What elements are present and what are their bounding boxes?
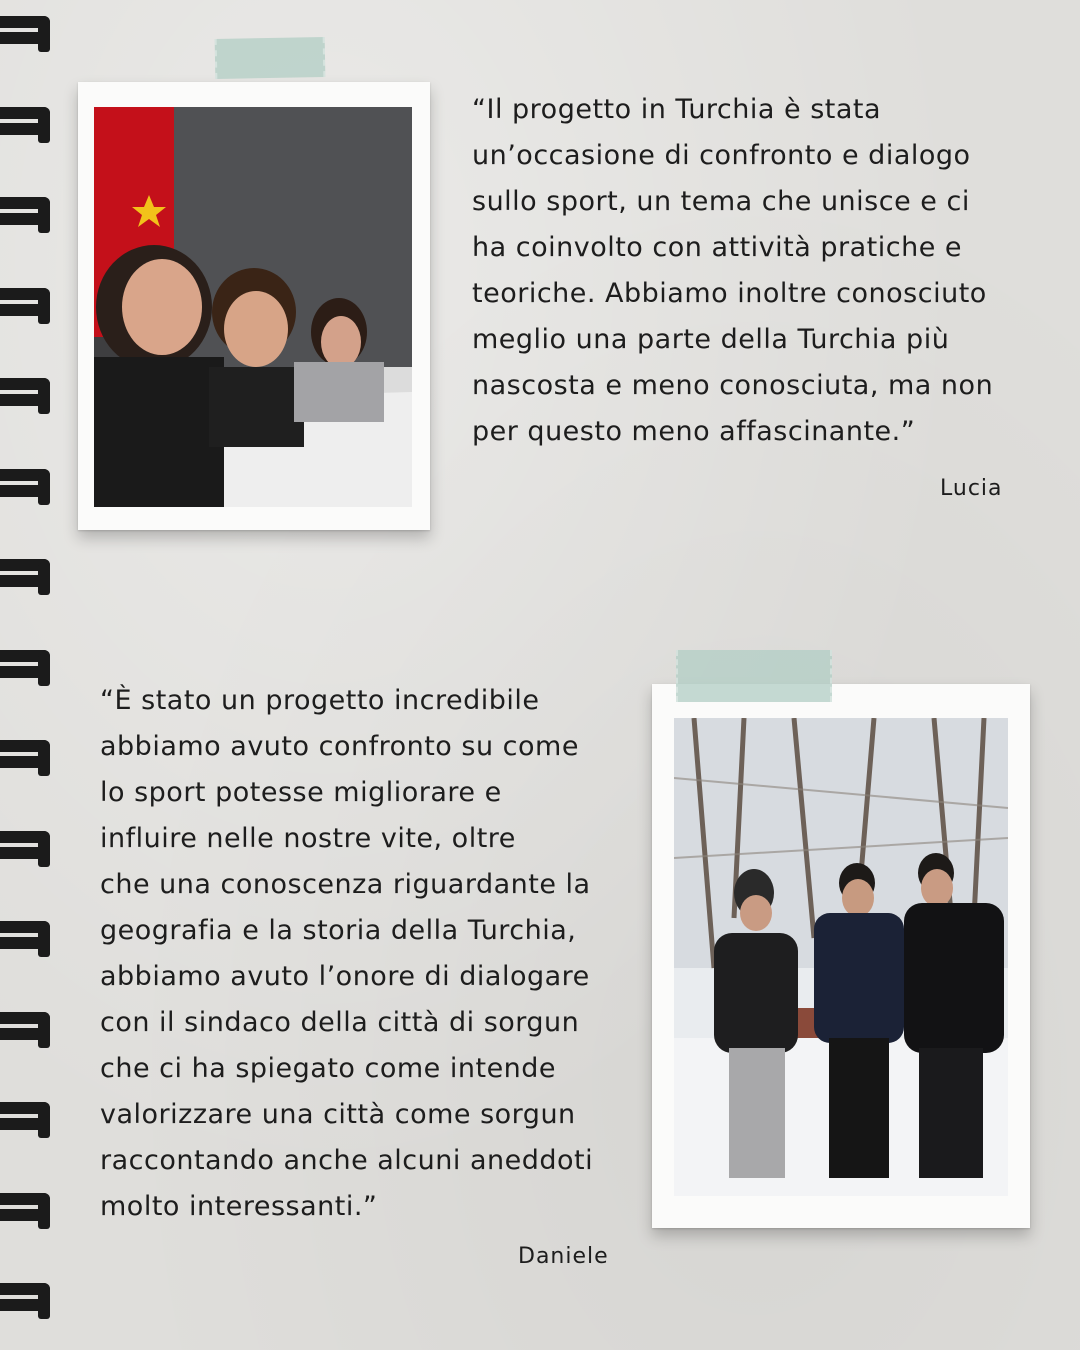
- spiral-ring: [0, 1098, 50, 1138]
- spiral-ring: [0, 103, 50, 143]
- spiral-ring: [0, 1279, 50, 1319]
- spiral-ring: [0, 827, 50, 867]
- quote-line: abbiamo avuto l’onore di dialogare: [100, 961, 590, 992]
- photo-polaroid-2: [652, 684, 1030, 1228]
- photo-group-selfie: [94, 107, 412, 507]
- quote-line: “Il progetto in Turchia è stata: [472, 94, 882, 125]
- spiral-ring: [0, 555, 50, 595]
- tape-strip-2: [676, 650, 832, 702]
- author-daniele: Daniele: [518, 1244, 609, 1269]
- quote-line: sullo sport, un tema che unisce e ci: [472, 186, 970, 217]
- photo-snow-group: [674, 718, 1008, 1196]
- quote-line: per questo meno affascinante.”: [472, 416, 916, 447]
- quote-daniele: [100, 678, 593, 1230]
- quote-line: valorizzare una città come sorgun: [100, 1099, 576, 1130]
- spiral-ring: [0, 374, 50, 414]
- quote-line: teoriche. Abbiamo inoltre conosciuto: [472, 278, 987, 309]
- spiral-ring: [0, 917, 50, 957]
- spiral-ring: [0, 646, 50, 686]
- quote-line: con il sindaco della città di sorgun: [100, 1007, 580, 1038]
- spiral-ring: [0, 1189, 50, 1229]
- spiral-ring: [0, 284, 50, 324]
- quote-line: raccontando anche alcuni aneddoti: [100, 1145, 594, 1176]
- spiral-ring: [0, 1008, 50, 1048]
- quote-lucia: [472, 87, 993, 455]
- tape-strip: [215, 37, 326, 79]
- notebook-spiral-binding: [0, 0, 60, 1350]
- spiral-ring: [0, 736, 50, 776]
- quote-line: un’occasione di confronto e dialogo: [472, 140, 971, 171]
- snow-image: [674, 718, 1008, 1196]
- quote-line: nascosta e meno conosciuta, ma non: [472, 370, 994, 401]
- author-lucia: Lucia: [940, 476, 1003, 501]
- quote-line: “È stato un progetto incredibile: [100, 685, 540, 716]
- quote-line: influire nelle nostre vite, oltre: [100, 823, 516, 854]
- quote-line: che ci ha spiegato come intende: [100, 1053, 557, 1084]
- quote-line: meglio una parte della Turchia più: [472, 324, 950, 355]
- quote-line: abbiamo avuto confronto su come: [100, 731, 579, 762]
- quote-line: geografia e la storia della Turchia,: [100, 915, 577, 946]
- spiral-ring: [0, 465, 50, 505]
- quote-line: ha coinvolto con attività pratiche e: [472, 232, 963, 263]
- selfie-image: [94, 107, 412, 507]
- quote-line: lo sport potesse migliorare e: [100, 777, 502, 808]
- spiral-ring: [0, 193, 50, 233]
- photo-polaroid-1: [78, 82, 430, 530]
- quote-line: che una conoscenza riguardante la: [100, 869, 591, 900]
- quote-line: molto interessanti.”: [100, 1191, 378, 1222]
- spiral-ring: [0, 12, 50, 52]
